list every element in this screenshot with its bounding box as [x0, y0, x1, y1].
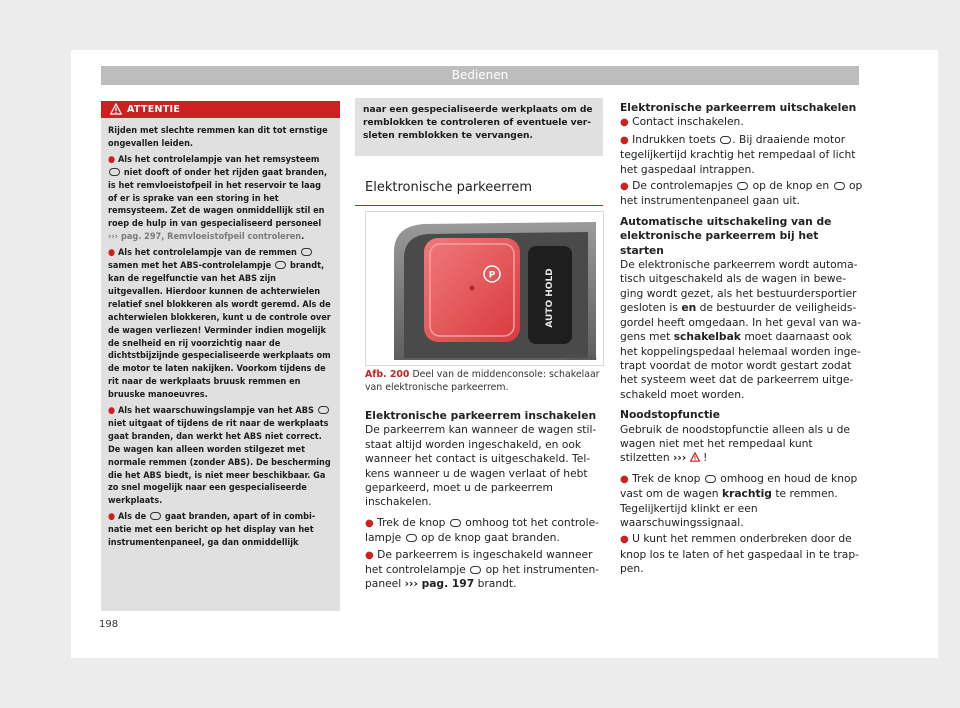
section-title: Elektronische parkeerrem [365, 180, 533, 195]
brake-warning-icon [109, 168, 120, 176]
warning-b4-pre: Als de [117, 512, 147, 523]
parking-brake-icon [450, 519, 461, 527]
col3-p2en: en [681, 301, 697, 315]
parking-brake-icon [406, 534, 417, 542]
header-title: Bedienen [451, 68, 509, 82]
section-divider [355, 205, 603, 206]
col3-b3a: De controlemapjes [632, 179, 733, 193]
bullet-icon: ● [620, 473, 629, 485]
col2-page-link[interactable]: ››› pag. 197 [404, 577, 475, 591]
paragraph-emergency [620, 423, 863, 466]
col2-b1c: op de knop gaat branden. [421, 531, 560, 545]
col3-p2b: de bestuurder de veiligheidsgordel heeft omgedaan. In het geval van wagens met [620, 301, 862, 344]
bullet-icon: ● [365, 517, 374, 529]
col3-b4c: te remmen. Tegelijkertijd klinkt er een waarschuwingssignaal. [620, 487, 838, 529]
bullet-icon: ● [108, 512, 116, 523]
bullet-interrupt [620, 532, 863, 576]
warning-b2-post: brandt, kan de regelfunctie van het ABS zijn uitgevallen. Hierdoor kunnen de achterwielen relatief snel blokkeren als wordt geremd. Als de achterwielen blokkeren, kunt u de controle over de wagen verliezen! Verminder indien mogelijk de snelheid en rij voorzichtig naar de dichtstbijzijnde gespecialiseerde werkplaats om de motor te laten nakijken. Voorkom tijdens de rit naar de werkplaats bruusk remmen en bruuske manoeuvres. [108, 261, 331, 401]
warning-header [101, 101, 340, 118]
col3-warning-link[interactable]: ››› [673, 451, 687, 465]
warning-body [101, 118, 340, 550]
col3-b3c: op het instrumentenpaneel gaan uit. [620, 179, 863, 208]
col3-b4b: omhoog en houd de knop vast om de wagen [620, 471, 858, 501]
warning-b2-pre: Als het controlelampje van de remmen [117, 248, 297, 259]
warning-triangle-icon [690, 452, 700, 462]
warning-b1-link[interactable]: ››› pag. 297, Remvloeistofpeil controleren [108, 232, 302, 243]
brake-pad-icon [150, 512, 161, 520]
warning-bullet-1 [108, 154, 332, 244]
warning-triangle-icon [110, 103, 122, 115]
bullet-engaged [365, 548, 605, 592]
note-box: naar een gespecialiseerde werkplaats om de remblokken te controleren of eventuele versleten remblokken te vervangen. [355, 98, 603, 156]
col3-b1: Contact inschakelen. [632, 115, 744, 129]
column-2 [365, 409, 605, 594]
bullet-icon: ● [365, 549, 374, 561]
col3-b4k: krachtig [721, 487, 772, 501]
warning-b1-post: niet dooft of onder het rijden gaat branden, is het remvloeistofpeil in het reservoir te laag of er is sprake van een storing in het remsysteem. Zet de wagen onmiddellijk stil en roep de hulp in van gespecialiseerd personeel [108, 167, 328, 230]
parking-brake-switch-illustration [366, 212, 604, 366]
bullet-icon: ● [620, 534, 629, 546]
caption-number: Afb. 200 [365, 369, 410, 380]
warning-b4-post: gaat branden, apart of in combinatie met een bericht op het display van het instrumentenpaneel, ga dan onmiddellijk [108, 512, 316, 549]
paragraph-automatic [620, 258, 863, 402]
col3-p2a: De elektronische parkeerrem wordt automatisch uitgeschakeld als de wagen in beweging wordt gezet, als het bestuurdersportier gesloten is [620, 258, 858, 315]
col3-b4a: Trek de knop [632, 471, 701, 485]
bullet-icon: ● [108, 154, 116, 165]
col3-b2a: Indrukken toets [632, 132, 716, 146]
caption-text: Deel van de middenconsole: schakelaar van elektronische parkeerrem. [365, 369, 600, 393]
col2-b1b: omhoog tot het controlelampje [365, 515, 599, 545]
warning-bullet-2 [108, 247, 332, 402]
col2-b2a: De parkeerrem is ingeschakeld wanneer het controlelampje [365, 547, 593, 577]
figure-code: B7V-0745 [565, 354, 597, 362]
warning-b1-end: . [301, 232, 305, 243]
col2-b1a: Trek de knop [377, 515, 446, 529]
figure-caption [365, 368, 605, 394]
bullet-icon: ● [620, 181, 629, 193]
heading-inschakelen: Elektronische parkeerrem inschakelen [365, 409, 597, 422]
heading-uitschakelen: Elektronische parkeerrem uitschakelen [620, 101, 857, 114]
col2-b2b: op het instrumentenpaneel [365, 563, 600, 591]
col3-p2c: moet daarnaast ook het koppelingspedaal helemaal worden ingetrapt voordat de motor wordt gestart zodat het systeem weet dat de parkeerrem uitgeschakeld moet worden. [620, 330, 861, 401]
parking-brake-icon [470, 566, 481, 574]
warning-b2-mid: samen met het ABS-controlelampje [108, 261, 272, 272]
warning-b1-pre: Als het controlelampje van het remsysteem [117, 154, 320, 165]
parking-brake-icon [720, 136, 731, 144]
auto-hold-label: AUTO HOLD [545, 268, 555, 328]
parking-brake-icon [737, 182, 748, 190]
col3-p3end: ! [703, 451, 708, 465]
figure-parking-brake [365, 211, 604, 366]
warning-bullet-4 [108, 511, 332, 550]
warning-intro: Rijden met slechte remmen kan dit tot ernstige ongevallen leiden. [108, 126, 328, 149]
bullet-contact [620, 115, 863, 130]
bullet-emergency-pull [620, 472, 863, 531]
bullet-icon: ● [620, 117, 629, 129]
warning-label: ATTENTIE [127, 104, 181, 115]
col3-p3: Gebruik de noodstopfunctie alleen als u de wagen niet met het rempedaal kunt stilzetten [620, 422, 850, 465]
bullet-pull-button [365, 516, 605, 546]
warning-box [101, 101, 340, 611]
brake-warning-icon [301, 248, 312, 256]
abs-warning-icon [318, 406, 329, 414]
heading-emergency: Noodstopfunctie [620, 408, 720, 422]
col3-p2k: schakelbak [673, 330, 741, 344]
abs-warning-icon [275, 261, 286, 269]
paragraph-inschakelen: De parkeerrem kan wanneer de wagen stilstaat altijd worden ingeschakeld, en ook wanneer het contact is uitgeschakeld. Telkens wanneer u de wagen verlaat of hebt geparkeerd, moet u de parkeerrem inschakelen. [365, 423, 597, 509]
col3-b3b: op de knop en [752, 179, 830, 193]
parking-brake-icon [705, 475, 716, 483]
col3-b5: U kunt het remmen onderbreken door de knop los te laten of het gaspedaal in te trappen. [620, 532, 860, 576]
heading-automatic: Automatische uitschakeling van de elektronische parkeerrem bij het starten [620, 214, 832, 257]
bullet-icon: ● [108, 406, 116, 417]
warning-b3-pre: Als het waarschuwingslampje van het ABS [117, 406, 314, 417]
column-3 [620, 101, 863, 579]
col2-b2c: brandt. [477, 577, 517, 591]
bullet-lamps-off [620, 179, 863, 209]
svg-text:P: P [488, 270, 496, 281]
bullet-icon: ● [108, 248, 116, 259]
page-number: 198 [99, 619, 119, 630]
warning-b3-post: niet uitgaat of tijdens de rit naar de werkplaats gaat branden, dan werkt het ABS niet correct. De wagen kan alleen worden stilgezet met normale remmen (zonder ABS). De bescherming die het ABS biedt, is niet meer beschikbaar. Ga zo snel mogelijk naar een gespecialiseerde werkplaats. [108, 418, 331, 507]
warning-bullet-3 [108, 405, 332, 508]
col3-b2b: . Bij draaiende motor tegelijkertijd krachtig het rempedaal of licht het gaspedaal intrappen. [620, 132, 856, 176]
bullet-icon: ● [620, 134, 629, 146]
parking-brake-icon [834, 182, 845, 190]
bullet-press-button [620, 133, 863, 177]
